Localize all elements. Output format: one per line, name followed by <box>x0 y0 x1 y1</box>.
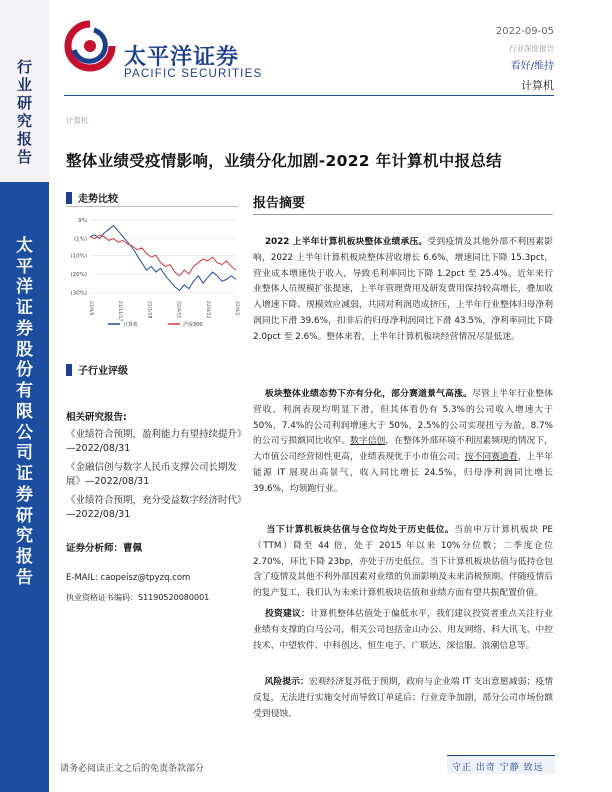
breadcrumb: 计算机 <box>66 116 89 125</box>
paragraph-body: 计算机整体估值处于偏低水平，我们建议投资者重点关注行业业绩有支撑的白马公司，相关公司包括金山办公、用友网络、科大讯飞、中控技术、中望软件、中科创达、恒生电子、广联达、深信服、浪潮信息等。 <box>253 609 553 651</box>
analyst-email[interactable]: E-MAIL: caopeisz@tpyzq.com <box>66 573 191 583</box>
chart-legend-label: 计算机 <box>123 322 139 328</box>
chart-legend <box>108 321 203 328</box>
trend-heading <box>66 190 118 205</box>
side-char: 公 <box>16 422 33 443</box>
paragraph-body: ，在整体外部环境不利因素频现的情况下，大市值公司经营韧性更高，业绩表现优于小市值公司； <box>253 436 553 463</box>
section-divider <box>66 206 238 207</box>
chart-x-tick-label: 22/4/11 <box>175 301 181 319</box>
paragraph-body: 受到疫情及其他外部不利因素影响，2022 上半年计算机板块整体营收增长 6.6%，增速同比下降 15.3pct，营业成本增速快于收入，导致毛利率同比下降 1.2pct 至 25.4%。近年来行业整体人员规模扩张提速，上半年管理费用及研发费用保持较高增长，叠加收入增速下降、规模效应减弱，共同对利润造成挤压，上半年行业整体归母净利润同比下滑 39.6%，扣非后的归母净利润同比下滑 43.5%，净利率同比下降 2.0pct 至 2.6%。整体来看，上半年计算机板块经营情况尽显低迷。 <box>253 237 553 342</box>
section-divider <box>253 214 553 215</box>
side-char: 洋 <box>16 277 33 298</box>
footer-motto: 守正 出奇 宁静 致远 <box>452 763 544 773</box>
side-char: 份 <box>16 360 33 381</box>
paragraph-body: 当前申万计算机板块 PE（TTM）降至 44 倍，处于 2015 年以来 10%分位数；二季度仓位 2.70%，环比下降 23bp，亦处于历史低位。当下计算机板块估值与低持仓包含了疫情及其他不利外部因素对业绩的负面影响及未来消极预期。伴随疫情后的复产复工，我们认为未来计算机板块估值和业绩方面有望共振配置价值。 <box>253 525 553 599</box>
paragraph-body: ，上半年能源 IT 展现出高景气，收入同比增长 24.5%，归母净利润同比增长 39.6%，均领跑行业。 <box>253 452 553 494</box>
paragraph-lead: 投资建议： <box>265 609 311 619</box>
side-char: 太 <box>16 236 33 256</box>
paragraph-lead: 板块整体业绩态势下亦有分化，部分赛道景气高涨。 <box>265 389 473 399</box>
trend-heading-label: 走势比较 <box>78 194 118 205</box>
chart-legend-label: 沪深300 <box>183 322 203 328</box>
chart-y-tick-label: (20%) <box>70 271 87 278</box>
summary-paragraph-2 <box>253 387 553 498</box>
analyst-license: 执业资格证书编码：S1190520080001 <box>66 593 210 602</box>
side-char: 研 <box>16 505 33 526</box>
side-char: 报 <box>16 130 32 148</box>
paragraph-body: 尽管上半年行业整体营收、利润表现均明显下滑，但其体看仍有 5.3%的公司收入增速大于 50%，7.4%的公司利润增速大于 50%，2.5%的公司实现扭亏为盈，8.7%的公司亏损额同比收窄。 <box>253 389 553 447</box>
trend-chart <box>60 212 242 332</box>
side-char: 限 <box>16 401 33 422</box>
side-char: 券 <box>16 484 33 505</box>
related-report-item[interactable]: 《业绩符合预期，盈利能力有望持续提升》—2022/08/31 <box>66 429 242 454</box>
underlined-phrase: 数字信创 <box>350 436 386 447</box>
side-char: 告 <box>16 567 33 588</box>
related-reports-heading: 相关研究报告: <box>66 412 127 423</box>
side-char: 股 <box>16 339 33 360</box>
section-marker <box>66 364 72 376</box>
chart-x-tick-label: 21/9/6 <box>88 301 93 316</box>
company-logo-icon <box>64 20 116 72</box>
chart-grid <box>90 220 236 292</box>
chart-series-line <box>90 226 236 291</box>
related-report-item[interactable]: 《业绩符合预期，充分受益数字经济时代》—2022/08/31 <box>66 495 242 520</box>
related-report-item[interactable]: 《金融信创与数字人民币支撑公司长期发展》—2022/08/31 <box>66 462 238 487</box>
summary-paragraph-4 <box>253 607 553 654</box>
side-char: 证 <box>16 464 33 485</box>
rating-label: 看好/维持 <box>510 61 554 72</box>
side-char: 证 <box>16 298 33 319</box>
chart-x-ticks <box>88 301 240 321</box>
logo-text-en: PACIFIC SECURITIES <box>124 68 263 80</box>
paragraph-lead: 风险提示： <box>264 677 309 687</box>
side-char: 研 <box>16 94 32 112</box>
summary-heading: 报告摘要 <box>253 196 306 211</box>
report-type: 行业深度报告 <box>509 44 554 53</box>
side-char: 平 <box>16 256 33 277</box>
footer-disclaimer: 请务必阅读正文之后的免责条款部分 <box>60 764 205 774</box>
summary-paragraph-1 <box>253 235 553 346</box>
rating-heading <box>66 362 128 377</box>
chart-series <box>90 226 236 291</box>
side-char: 业 <box>16 76 32 94</box>
analyst-name: 证券分析师：曹佩 <box>66 543 143 554</box>
underlined-phrase: 按不同赛道看 <box>464 452 518 463</box>
side-label-report-type <box>0 58 49 166</box>
chart-x-tick-label: 21/11/17 <box>117 301 123 322</box>
paragraph-lead: 当下计算机板块估值与仓位均处于历史低位。 <box>266 525 455 535</box>
chart-x-tick-label: 22/9/2 <box>234 301 239 316</box>
side-char: 有 <box>16 381 33 402</box>
section-marker <box>66 192 72 204</box>
chart-y-tick-label: (1%) <box>73 236 87 243</box>
summary-paragraph-3 <box>253 523 553 602</box>
chart-x-tick-label: 22/1/28 <box>146 301 152 319</box>
side-char: 司 <box>16 443 33 464</box>
sector-label: 计算机 <box>521 79 554 92</box>
paragraph-lead: 2022 上半年计算机板块整体业绩承压。 <box>264 237 428 247</box>
report-date: 2022-09-05 <box>495 26 554 37</box>
side-char: 券 <box>16 318 33 339</box>
chart-y-tick-label: 9% <box>78 218 87 224</box>
side-char: 告 <box>16 148 32 166</box>
rating-heading-label: 子行业评级 <box>78 366 128 377</box>
side-char: 行 <box>16 58 32 76</box>
chart-y-tick-label: (30%) <box>70 290 87 297</box>
logo-text-cn: 太平洋证券 <box>124 45 240 70</box>
side-char: 报 <box>16 547 33 568</box>
side-banner <box>0 0 49 792</box>
chart-y-tick-label: (10%) <box>70 253 87 260</box>
page-title: 整体业绩受疫情影响，业绩分化加剧-2022 年计算机中报总结 <box>66 152 502 170</box>
paragraph-body: 宏观经济复苏低于预期，政府与企业端 IT 支出意愿减弱；疫情反复，无法进行实施交付而导致订单延后；行业竞争加剧，部分公司市场份额受到侵蚀。 <box>253 677 553 719</box>
side-label-company <box>0 236 49 588</box>
side-char: 究 <box>16 112 32 130</box>
chart-y-ticks <box>70 218 87 296</box>
header-divider <box>64 95 554 96</box>
chart-x-tick-label: 22/6/22 <box>204 301 210 319</box>
side-char: 究 <box>16 526 33 547</box>
summary-paragraph-5 <box>253 675 553 722</box>
